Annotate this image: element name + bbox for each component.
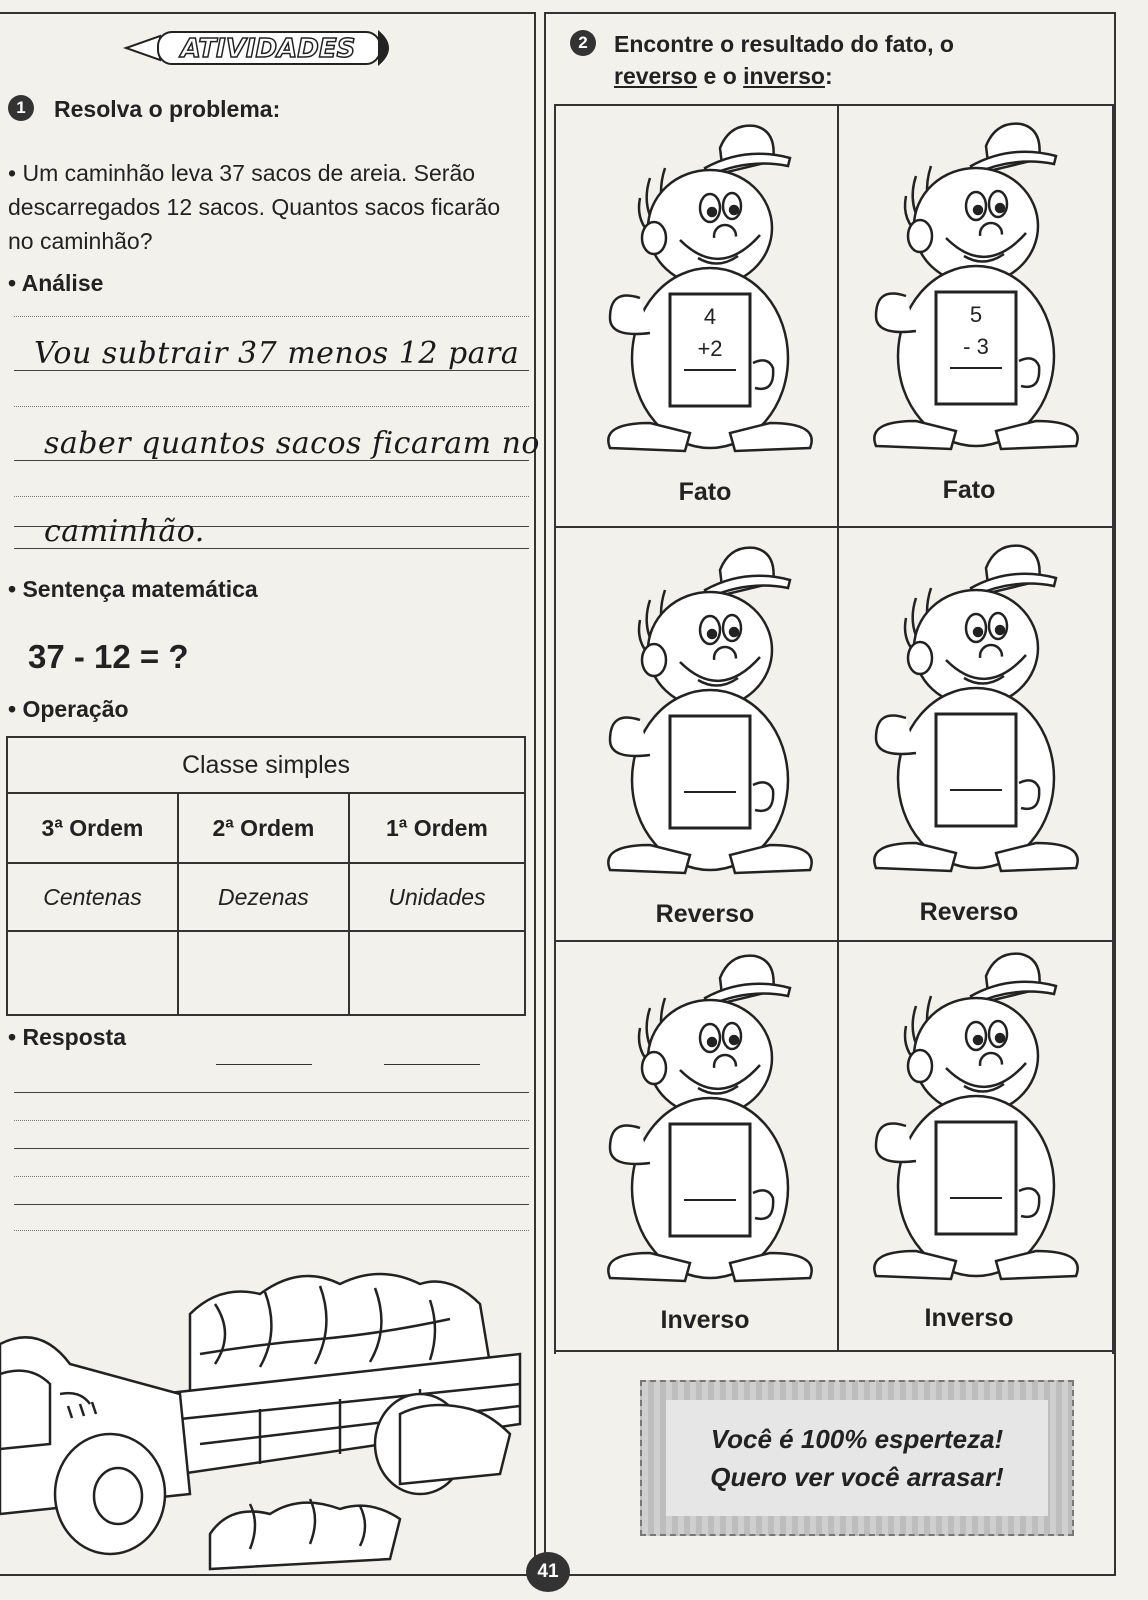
order-header: 1ª Ordem <box>349 793 525 863</box>
writing-line <box>14 1120 529 1121</box>
title-line: Encontre o resultado do fato, o <box>614 31 954 57</box>
clown-card <box>580 118 830 473</box>
writing-line <box>14 1092 529 1093</box>
handwritten-line-2: saber quantos sacos ficaram no <box>44 426 540 461</box>
title-and: e o <box>697 63 744 89</box>
card-top-number: 5 <box>969 302 983 327</box>
operation-label: • Operação <box>8 696 129 722</box>
title-colon: : <box>824 63 833 89</box>
cell-label-reverso: Reverso <box>655 900 755 928</box>
banner-text <box>666 1400 1048 1516</box>
answer-blank[interactable] <box>384 1064 480 1065</box>
truck-illustration <box>0 1244 530 1574</box>
writing-line <box>14 1204 529 1205</box>
order-header: 3ª Ordem <box>7 793 178 863</box>
writing-line <box>14 316 529 317</box>
bullet-icon: • <box>8 160 23 186</box>
writing-line <box>14 406 529 407</box>
problem-text <box>8 156 508 258</box>
exercise-number-badge: 2 <box>570 30 596 56</box>
grid-divider-horizontal <box>554 1350 1112 1352</box>
grid-divider-horizontal <box>554 940 1112 942</box>
clown-card <box>846 538 1096 893</box>
cell-label-inverso: Inverso <box>924 1304 1014 1332</box>
unit-label: Centenas <box>7 863 178 931</box>
analysis-label: • Análise <box>8 270 104 296</box>
clown-card <box>846 946 1096 1301</box>
clown-card <box>846 116 1096 471</box>
cell-label-reverso: Reverso <box>919 898 1019 926</box>
unit-label: Unidades <box>349 863 525 931</box>
card-top-number: 4 <box>703 304 717 329</box>
writing-line <box>14 1230 529 1231</box>
answer-blank[interactable] <box>216 1064 312 1065</box>
grid-divider-horizontal <box>554 526 1112 528</box>
writing-line <box>14 1176 529 1177</box>
encouragement-banner <box>640 1380 1074 1536</box>
banner-line-1: Você é 100% esperteza! <box>710 1424 1004 1454</box>
card-bottom-number: - 3 <box>963 334 989 359</box>
banner-line-2: Quero ver você arrasar! <box>710 1462 1004 1492</box>
place-value-table <box>6 736 526 1016</box>
math-sentence: 37 - 12 = ? <box>28 638 189 675</box>
page-number: 41 <box>526 1552 570 1592</box>
writing-line <box>14 496 529 497</box>
cell-label-fato: Fato <box>678 478 732 506</box>
exercise1-title: Resolva o problema: <box>54 96 281 122</box>
logo-text: ATIVIDADES <box>180 34 356 64</box>
sentence-label: • Sentença matemática <box>8 576 258 602</box>
handwritten-line-3: caminhão. <box>44 514 205 549</box>
cell-label-inverso: Inverso <box>660 1306 750 1334</box>
answer-cell[interactable] <box>349 931 525 1015</box>
exercise2-title <box>614 28 954 92</box>
answer-cell[interactable] <box>7 931 178 1015</box>
answer-label: • Resposta <box>8 1024 126 1050</box>
writing-line <box>14 1148 529 1149</box>
class-header: Classe simples <box>7 737 525 793</box>
cell-label-fato: Fato <box>942 476 996 504</box>
title-inverse: inverso <box>743 63 825 89</box>
clown-card <box>580 540 830 895</box>
atividades-logo <box>120 22 410 72</box>
title-reverse: reverso <box>614 63 698 89</box>
order-header: 2ª Ordem <box>178 793 349 863</box>
problem-statement: Um caminhão leva 37 sacos de areia. Serão descarregados 12 sacos. Quantos sacos ficarão no caminhão? <box>8 160 501 254</box>
unit-label: Dezenas <box>178 863 349 931</box>
handwritten-line-1: Vou subtrair 37 menos 12 para <box>34 336 520 371</box>
grid-divider-vertical <box>837 104 839 1350</box>
answer-cell[interactable] <box>178 931 349 1015</box>
card-bottom-number: +2 <box>697 336 723 361</box>
clown-card <box>580 948 830 1303</box>
exercise-number-badge: 1 <box>8 95 34 121</box>
